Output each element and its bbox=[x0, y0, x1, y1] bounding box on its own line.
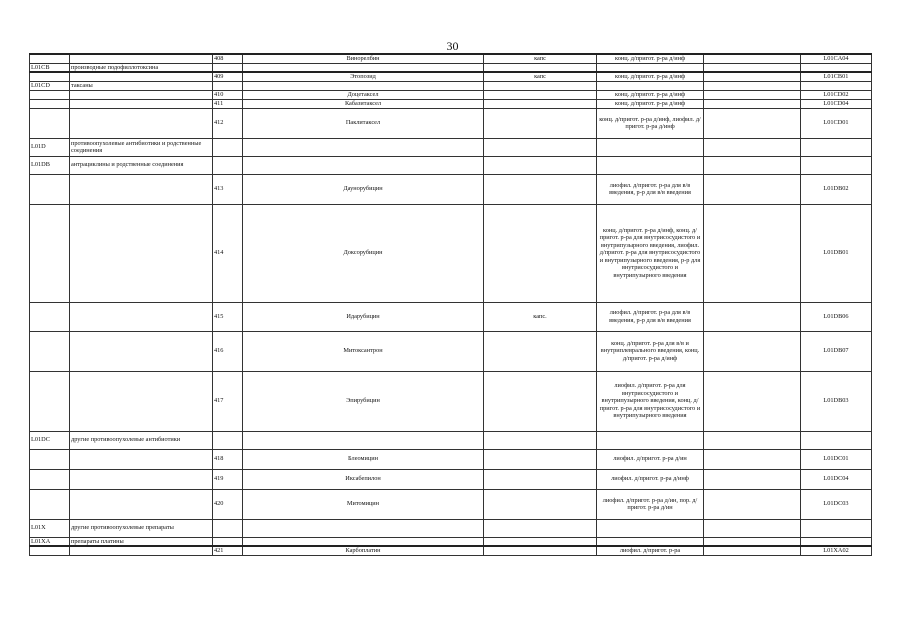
row-group-cell bbox=[70, 108, 213, 138]
extra-cell bbox=[704, 371, 801, 431]
drug-name-cell bbox=[243, 81, 484, 90]
table-row bbox=[30, 331, 872, 371]
row-group-cell bbox=[70, 449, 213, 469]
row-number-cell: 419 bbox=[213, 469, 243, 489]
dosage-form-cell bbox=[484, 156, 597, 174]
row-group-cell bbox=[70, 302, 213, 331]
dosage-detail-cell bbox=[597, 431, 704, 449]
table-row bbox=[30, 72, 872, 81]
table-row bbox=[30, 108, 872, 138]
drug-name-cell: Блеомицин bbox=[243, 449, 484, 469]
atc-code-cell: L01DB03 bbox=[801, 371, 872, 431]
row-code-cell: L01DC bbox=[30, 431, 70, 449]
row-group-cell bbox=[70, 489, 213, 519]
table-row bbox=[30, 156, 872, 174]
extra-cell bbox=[704, 54, 801, 63]
dosage-form-cell bbox=[484, 174, 597, 204]
extra-cell bbox=[704, 469, 801, 489]
atc-code-cell bbox=[801, 537, 872, 546]
atc-code-cell: L01DC03 bbox=[801, 489, 872, 519]
drug-name-cell bbox=[243, 519, 484, 537]
atc-code-cell: L01DB07 bbox=[801, 331, 872, 371]
drug-name-cell bbox=[243, 156, 484, 174]
drug-name-cell: Эпирубицин bbox=[243, 371, 484, 431]
atc-code-cell: L01CB01 bbox=[801, 72, 872, 81]
dosage-form-cell: капс. bbox=[484, 302, 597, 331]
atc-code-cell: L01CD02 bbox=[801, 90, 872, 99]
dosage-detail-cell bbox=[597, 156, 704, 174]
dosage-detail-cell bbox=[597, 138, 704, 156]
drug-table bbox=[29, 53, 872, 556]
dosage-form-cell bbox=[484, 489, 597, 519]
row-number-cell: 420 bbox=[213, 489, 243, 519]
row-group-cell: производные подофиллотоксина bbox=[70, 63, 213, 72]
row-code-cell bbox=[30, 449, 70, 469]
atc-code-cell: L01CA04 bbox=[801, 54, 872, 63]
drug-name-cell: Карбоплатин bbox=[243, 546, 484, 555]
row-number-cell: 418 bbox=[213, 449, 243, 469]
drug-name-cell bbox=[243, 63, 484, 72]
row-number-cell bbox=[213, 138, 243, 156]
row-number-cell: 409 bbox=[213, 72, 243, 81]
table-row bbox=[30, 469, 872, 489]
dosage-form-cell bbox=[484, 537, 597, 546]
row-group-cell bbox=[70, 174, 213, 204]
extra-cell bbox=[704, 174, 801, 204]
dosage-form-cell bbox=[484, 99, 597, 108]
row-code-cell bbox=[30, 99, 70, 108]
extra-cell bbox=[704, 108, 801, 138]
row-number-cell: 414 bbox=[213, 204, 243, 302]
row-number-cell: 421 bbox=[213, 546, 243, 555]
row-code-cell: L01DB bbox=[30, 156, 70, 174]
drug-name-cell: Митоксантрон bbox=[243, 331, 484, 371]
row-group-cell bbox=[70, 90, 213, 99]
table-row bbox=[30, 302, 872, 331]
dosage-form-cell bbox=[484, 519, 597, 537]
atc-code-cell bbox=[801, 138, 872, 156]
row-group-cell: другие противоопухолевые препараты bbox=[70, 519, 213, 537]
row-number-cell bbox=[213, 537, 243, 546]
row-group-cell bbox=[70, 72, 213, 81]
row-number-cell: 408 bbox=[213, 54, 243, 63]
table-row bbox=[30, 489, 872, 519]
row-code-cell bbox=[30, 204, 70, 302]
table-row bbox=[30, 174, 872, 204]
dosage-detail-cell: конц. д/пригот. р-ра для в/в и внутриплеврального введения, конц. д/пригот. р-ра д/инф bbox=[597, 331, 704, 371]
dosage-form-cell bbox=[484, 108, 597, 138]
row-number-cell: 416 bbox=[213, 331, 243, 371]
table-row bbox=[30, 99, 872, 108]
drug-name-cell bbox=[243, 537, 484, 546]
table-row bbox=[30, 371, 872, 431]
dosage-detail-cell: лиофил. д/пригот. р-ра д/ин bbox=[597, 449, 704, 469]
drug-name-cell: Митомицин bbox=[243, 489, 484, 519]
row-code-cell: L01CD bbox=[30, 81, 70, 90]
row-number-cell bbox=[213, 156, 243, 174]
atc-code-cell: L01DB01 bbox=[801, 204, 872, 302]
table-row bbox=[30, 63, 872, 72]
dosage-form-cell bbox=[484, 331, 597, 371]
row-code-cell bbox=[30, 546, 70, 555]
atc-code-cell: L01DB06 bbox=[801, 302, 872, 331]
row-code-cell bbox=[30, 302, 70, 331]
drug-name-cell: Даунорубицин bbox=[243, 174, 484, 204]
row-number-cell bbox=[213, 63, 243, 72]
drug-name-cell: Идарубицин bbox=[243, 302, 484, 331]
row-group-cell bbox=[70, 331, 213, 371]
atc-code-cell: L01DB02 bbox=[801, 174, 872, 204]
row-number-cell bbox=[213, 81, 243, 90]
row-code-cell bbox=[30, 174, 70, 204]
row-number-cell: 415 bbox=[213, 302, 243, 331]
dosage-detail-cell: лиофил. д/пригот. р-ра для в/в введения, р-р для в/в введения bbox=[597, 302, 704, 331]
row-group-cell bbox=[70, 99, 213, 108]
row-number-cell: 412 bbox=[213, 108, 243, 138]
drug-name-cell bbox=[243, 138, 484, 156]
dosage-detail-cell: лиофил. д/пригот. р-ра для внутрисосудистого и внутрипузырного введения, конц. д/пригот. р-ра для внутрисосудистого и внутрипузырного введения bbox=[597, 371, 704, 431]
row-code-cell bbox=[30, 371, 70, 431]
dosage-detail-cell bbox=[597, 537, 704, 546]
row-code-cell bbox=[30, 72, 70, 81]
row-code-cell: L01X bbox=[30, 519, 70, 537]
extra-cell bbox=[704, 331, 801, 371]
atc-code-cell bbox=[801, 63, 872, 72]
row-group-cell: противоопухолевые антибиотики и родственные соединения bbox=[70, 138, 213, 156]
row-group-cell bbox=[70, 54, 213, 63]
extra-cell bbox=[704, 537, 801, 546]
row-code-cell bbox=[30, 469, 70, 489]
row-code-cell: L01XA bbox=[30, 537, 70, 546]
dosage-form-cell bbox=[484, 431, 597, 449]
dosage-detail-cell bbox=[597, 81, 704, 90]
row-number-cell: 417 bbox=[213, 371, 243, 431]
atc-code-cell bbox=[801, 156, 872, 174]
table-row bbox=[30, 449, 872, 469]
dosage-form-cell: капс bbox=[484, 54, 597, 63]
row-group-cell: таксаны bbox=[70, 81, 213, 90]
extra-cell bbox=[704, 519, 801, 537]
atc-code-cell: L01DC04 bbox=[801, 469, 872, 489]
table-row bbox=[30, 537, 872, 546]
extra-cell bbox=[704, 156, 801, 174]
dosage-detail-cell: конц. д/пригот. р-ра д/инф, конц. д/пригот. р-ра для внутрисосудистого и внутрипузырного введения, лиофил. д/пригот. р-ра для внутрисосудистого и внутрипузырного введения, р-р для внутрисосудистого и внутрипузырного введения bbox=[597, 204, 704, 302]
drug-name-cell: Кабазитаксел bbox=[243, 99, 484, 108]
drug-name-cell: Доцетаксел bbox=[243, 90, 484, 99]
row-code-cell bbox=[30, 489, 70, 519]
row-number-cell bbox=[213, 519, 243, 537]
row-number-cell: 411 bbox=[213, 99, 243, 108]
dosage-detail-cell: конц. д/пригот. р-ра д/инф bbox=[597, 90, 704, 99]
table-row bbox=[30, 431, 872, 449]
drug-name-cell: Иксабепилон bbox=[243, 469, 484, 489]
drug-name-cell: Паклитаксел bbox=[243, 108, 484, 138]
dosage-form-cell bbox=[484, 138, 597, 156]
row-group-cell: другие противоопухолевые антибиотики bbox=[70, 431, 213, 449]
row-code-cell: L01CB bbox=[30, 63, 70, 72]
atc-code-cell bbox=[801, 81, 872, 90]
atc-code-cell: L01CD04 bbox=[801, 99, 872, 108]
row-group-cell bbox=[70, 469, 213, 489]
dosage-detail-cell: лиофил. д/пригот. р-ра д/ин, пор. д/пригот. р-ра д/ин bbox=[597, 489, 704, 519]
row-code-cell bbox=[30, 331, 70, 371]
row-group-cell bbox=[70, 204, 213, 302]
extra-cell bbox=[704, 72, 801, 81]
table-row bbox=[30, 90, 872, 99]
extra-cell bbox=[704, 63, 801, 72]
page-number: 30 bbox=[446, 39, 459, 53]
drug-name-cell: Винорелбин bbox=[243, 54, 484, 63]
dosage-detail-cell: лиофил. д/пригот. р-ра bbox=[597, 546, 704, 555]
drug-name-cell: Этопозид bbox=[243, 72, 484, 81]
extra-cell bbox=[704, 81, 801, 90]
dosage-form-cell bbox=[484, 469, 597, 489]
row-code-cell: L01D bbox=[30, 138, 70, 156]
dosage-detail-cell bbox=[597, 63, 704, 72]
row-code-cell bbox=[30, 90, 70, 99]
atc-code-cell: L01DC01 bbox=[801, 449, 872, 469]
extra-cell bbox=[704, 449, 801, 469]
row-group-cell: препараты платины bbox=[70, 537, 213, 546]
table-row bbox=[30, 54, 872, 63]
extra-cell bbox=[704, 99, 801, 108]
drug-name-cell bbox=[243, 431, 484, 449]
dosage-detail-cell: конц. д/пригот. р-ра д/инф, лиофил. д/пригот. р-ра д/инф bbox=[597, 108, 704, 138]
row-number-cell bbox=[213, 431, 243, 449]
row-group-cell bbox=[70, 371, 213, 431]
atc-code-cell bbox=[801, 519, 872, 537]
atc-code-cell: L01XA02 bbox=[801, 546, 872, 555]
row-number-cell: 413 bbox=[213, 174, 243, 204]
extra-cell bbox=[704, 302, 801, 331]
dosage-form-cell bbox=[484, 204, 597, 302]
extra-cell bbox=[704, 90, 801, 99]
dosage-form-cell bbox=[484, 81, 597, 90]
row-group-cell bbox=[70, 546, 213, 555]
row-code-cell bbox=[30, 108, 70, 138]
dosage-detail-cell: конц. д/пригот. р-ра д/инф bbox=[597, 54, 704, 63]
extra-cell bbox=[704, 138, 801, 156]
dosage-form-cell bbox=[484, 90, 597, 99]
dosage-form-cell bbox=[484, 371, 597, 431]
drug-name-cell: Доксорубицин bbox=[243, 204, 484, 302]
dosage-detail-cell: конц. д/пригот. р-ра д/инф bbox=[597, 99, 704, 108]
table-row bbox=[30, 81, 872, 90]
table-row bbox=[30, 138, 872, 156]
table-row bbox=[30, 546, 872, 555]
extra-cell bbox=[704, 489, 801, 519]
dosage-form-cell: капс bbox=[484, 72, 597, 81]
dosage-form-cell bbox=[484, 546, 597, 555]
row-number-cell: 410 bbox=[213, 90, 243, 99]
extra-cell bbox=[704, 546, 801, 555]
dosage-detail-cell: лиофил. д/пригот. р-ра д/инф bbox=[597, 469, 704, 489]
atc-code-cell: L01CD01 bbox=[801, 108, 872, 138]
row-code-cell bbox=[30, 54, 70, 63]
dosage-form-cell bbox=[484, 63, 597, 72]
dosage-detail-cell: лиофил. д/пригот. р-ра для в/в введения, р-р для в/в введения bbox=[597, 174, 704, 204]
row-group-cell: антрациклины и родственные соединения bbox=[70, 156, 213, 174]
dosage-detail-cell: конц. д/пригот. р-ра д/инф bbox=[597, 72, 704, 81]
dosage-detail-cell bbox=[597, 519, 704, 537]
extra-cell bbox=[704, 431, 801, 449]
table-row bbox=[30, 204, 872, 302]
dosage-form-cell bbox=[484, 449, 597, 469]
atc-code-cell bbox=[801, 431, 872, 449]
table-row bbox=[30, 519, 872, 537]
extra-cell bbox=[704, 204, 801, 302]
